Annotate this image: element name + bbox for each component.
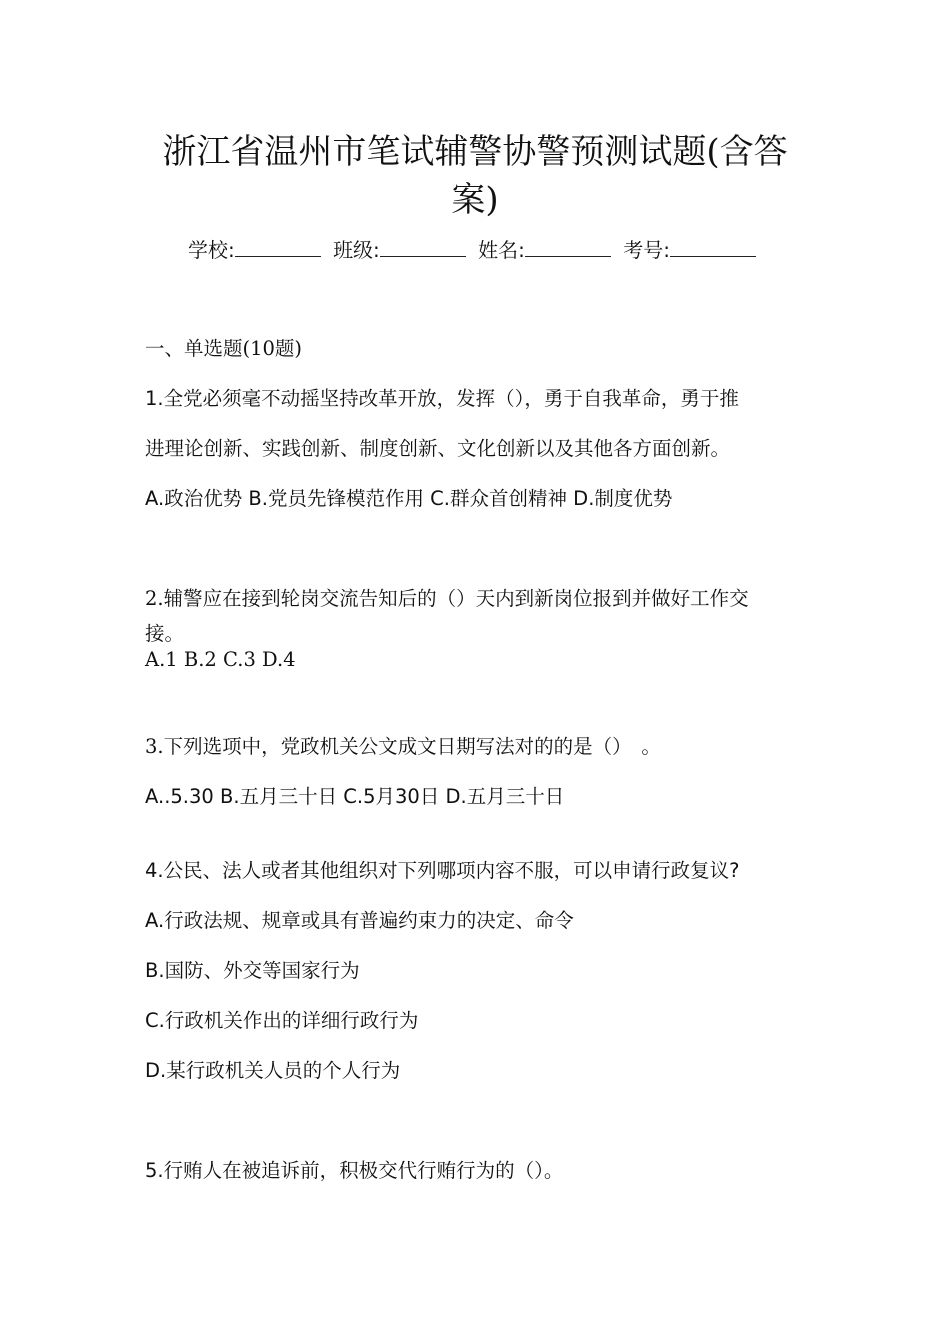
q1-stem-line2: 进理论创新、实践创新、制度创新、文化创新以及其他各方面创新。 <box>145 437 731 460</box>
q1-options: A.政治优势 B.党员先锋模范作用 C.群众首创精神 D.制度优势 <box>145 487 673 510</box>
school-blank[interactable] <box>235 234 321 257</box>
exam-number-blank[interactable] <box>670 234 756 257</box>
class-blank[interactable] <box>380 234 466 257</box>
name-label: 姓名: <box>478 238 525 262</box>
q2-stem-line2: 接。 <box>145 622 185 645</box>
q5-stem: 5.行贿人在被追诉前，积极交代行贿行为的（）。 <box>145 1159 564 1182</box>
q3-options: A..5.30 B.五月三十日 C.5月30日 D.五月三十日 <box>145 785 565 808</box>
page-title: 浙江省温州市笔试辅警协警预测试题(含答案) <box>162 132 788 220</box>
q3-stem: 3.下列选项中，党政机关公文成文日期写法对的的是（） 。 <box>145 735 661 758</box>
q4-option-a: A.行政法规、规章或具有普遍约束力的决定、命令 <box>145 909 574 932</box>
q4-option-d: D.某行政机关人员的个人行为 <box>145 1059 401 1082</box>
student-info-row <box>0 234 950 266</box>
school-label: 学校: <box>187 238 235 262</box>
section-heading: 一、单选题(10题) <box>145 337 303 360</box>
q4-option-c: C.行政机关作出的详细行政行为 <box>145 1009 419 1032</box>
q4-option-b: B.国防、外交等国家行为 <box>145 959 360 982</box>
q2-options: A.1 B.2 C.3 D.4 <box>145 648 296 671</box>
class-label: 班级: <box>333 238 380 262</box>
q2-stem-line1: 2.辅警应在接到轮岗交流告知后的（）天内到新岗位报到并做好工作交 <box>145 587 749 610</box>
name-blank[interactable] <box>525 234 611 257</box>
exam-number-label: 考号: <box>623 238 671 262</box>
q1-stem-line1: 1.全党必须毫不动摇坚持改革开放，发挥（），勇于自我革命，勇于推 <box>145 387 739 410</box>
q4-stem: 4.公民、法人或者其他组织对下列哪项内容不服，可以申请行政复议? <box>145 859 740 882</box>
